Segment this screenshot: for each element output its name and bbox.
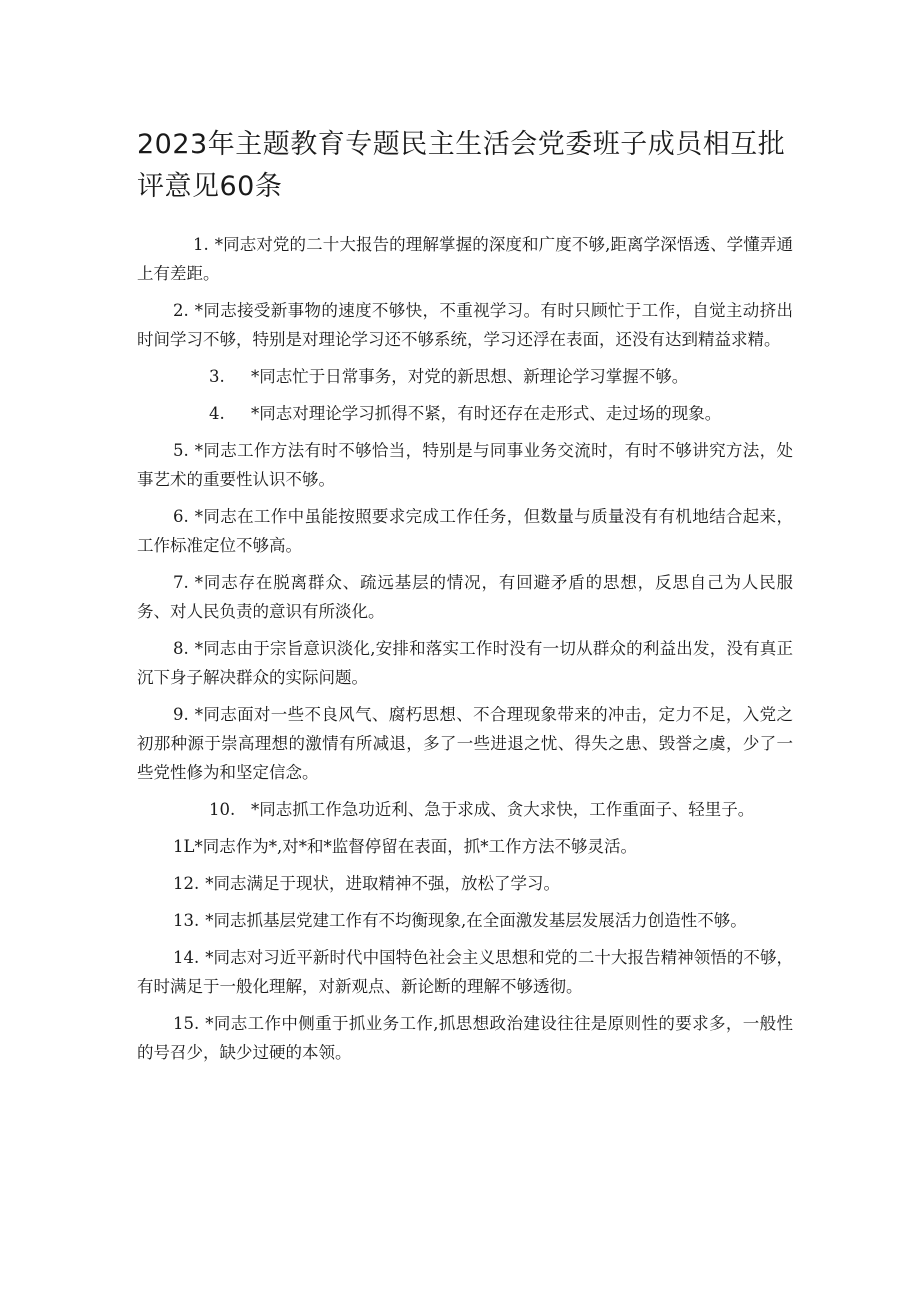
item-number: 15.	[173, 1014, 200, 1033]
item-number: 14.	[173, 948, 200, 967]
item-text: *同志抓工作急功近利、急于求成、贪大求快，工作重面子、轻里子。	[251, 800, 755, 819]
document-body	[137, 230, 793, 1075]
list-item	[137, 832, 793, 861]
item-text: *同志在工作中虽能按照要求完成工作任务，但数量与质量没有有机地结合起来，工作标准定位不够高。	[137, 507, 793, 555]
item-number: 8.	[173, 639, 189, 658]
item-number: 2.	[173, 301, 189, 320]
list-item	[137, 795, 793, 824]
item-number: 10.	[209, 800, 236, 819]
list-item	[137, 230, 793, 288]
item-number: 5.	[173, 441, 189, 460]
item-text: *同志对理论学习抓得不紧，有时还存在走形式、走过场的现象。	[251, 404, 722, 423]
item-number: 13.	[173, 911, 200, 930]
item-text: *同志忙于日常事务，对党的新思想、新理论学习掌握不够。	[251, 367, 689, 386]
item-text: *同志接受新事物的速度不够快，不重视学习。有时只顾忙于工作，自觉主动挤出时间学习不够，特别是对理论学习还不够系统，学习还浮在表面，还没有达到精益求精。	[137, 301, 793, 349]
item-number: 12.	[173, 874, 200, 893]
item-text: *同志作为*,对*和*监督停留在表面，抓*工作方法不够灵活。	[194, 837, 637, 856]
item-number: 6.	[173, 507, 189, 526]
item-number: 4.	[209, 404, 225, 423]
item-text: *同志工作中侧重于抓业务工作,抓思想政治建设往往是原则性的要求多，一般性的号召少，缺少过硬的本领。	[137, 1014, 793, 1062]
list-item	[137, 1009, 793, 1067]
list-item	[137, 906, 793, 935]
item-number: 1.	[193, 235, 209, 254]
list-item	[137, 568, 793, 626]
item-number: 3.	[209, 367, 225, 386]
list-item	[137, 502, 793, 560]
list-item	[137, 869, 793, 898]
item-text: *同志对习近平新时代中国特色社会主义思想和党的二十大报告精神领悟的不够，有时满足于一般化理解，对新观点、新论断的理解不够透彻。	[137, 948, 793, 996]
item-number: 9.	[173, 705, 189, 724]
item-text: *同志由于宗旨意识淡化,安排和落实工作时没有一切从群众的利益出发，没有真正沉下身子解决群众的实际问题。	[137, 639, 793, 687]
list-item	[137, 943, 793, 1001]
item-text: *同志工作方法有时不够恰当，特别是与同事业务交流时，有时不够讲究方法，处事艺术的重要性认识不够。	[137, 441, 793, 489]
document-title: 2023年主题教育专题民主生活会党委班子成员相互批评意见60条	[137, 129, 786, 202]
item-text: *同志存在脱离群众、疏远基层的情况，有回避矛盾的思想，反思自己为人民服务、对人民负责的意识有所淡化。	[137, 573, 793, 621]
item-number: 1L	[173, 837, 195, 856]
list-item	[137, 362, 793, 391]
item-text: *同志对党的二十大报告的理解掌握的深度和广度不够,距离学深悟透、学懂弄通上有差距。	[137, 235, 793, 283]
item-text: *同志抓基层党建工作有不均衡现象,在全面激发基层发展活力创造性不够。	[205, 911, 747, 930]
item-text: *同志满足于现状，进取精神不强，放松了学习。	[205, 874, 560, 893]
list-item	[137, 399, 793, 428]
list-item	[137, 296, 793, 354]
list-item	[137, 436, 793, 494]
list-item	[137, 700, 793, 787]
item-text: *同志面对一些不良风气、腐朽思想、不合理现象带来的冲击，定力不足，入党之初那种源于崇高理想的激情有所减退，多了一些进退之忧、得失之患、毁誉之虞，少了一些党性修为和坚定信念。	[137, 705, 793, 782]
item-number: 7.	[173, 573, 189, 592]
list-item	[137, 634, 793, 692]
